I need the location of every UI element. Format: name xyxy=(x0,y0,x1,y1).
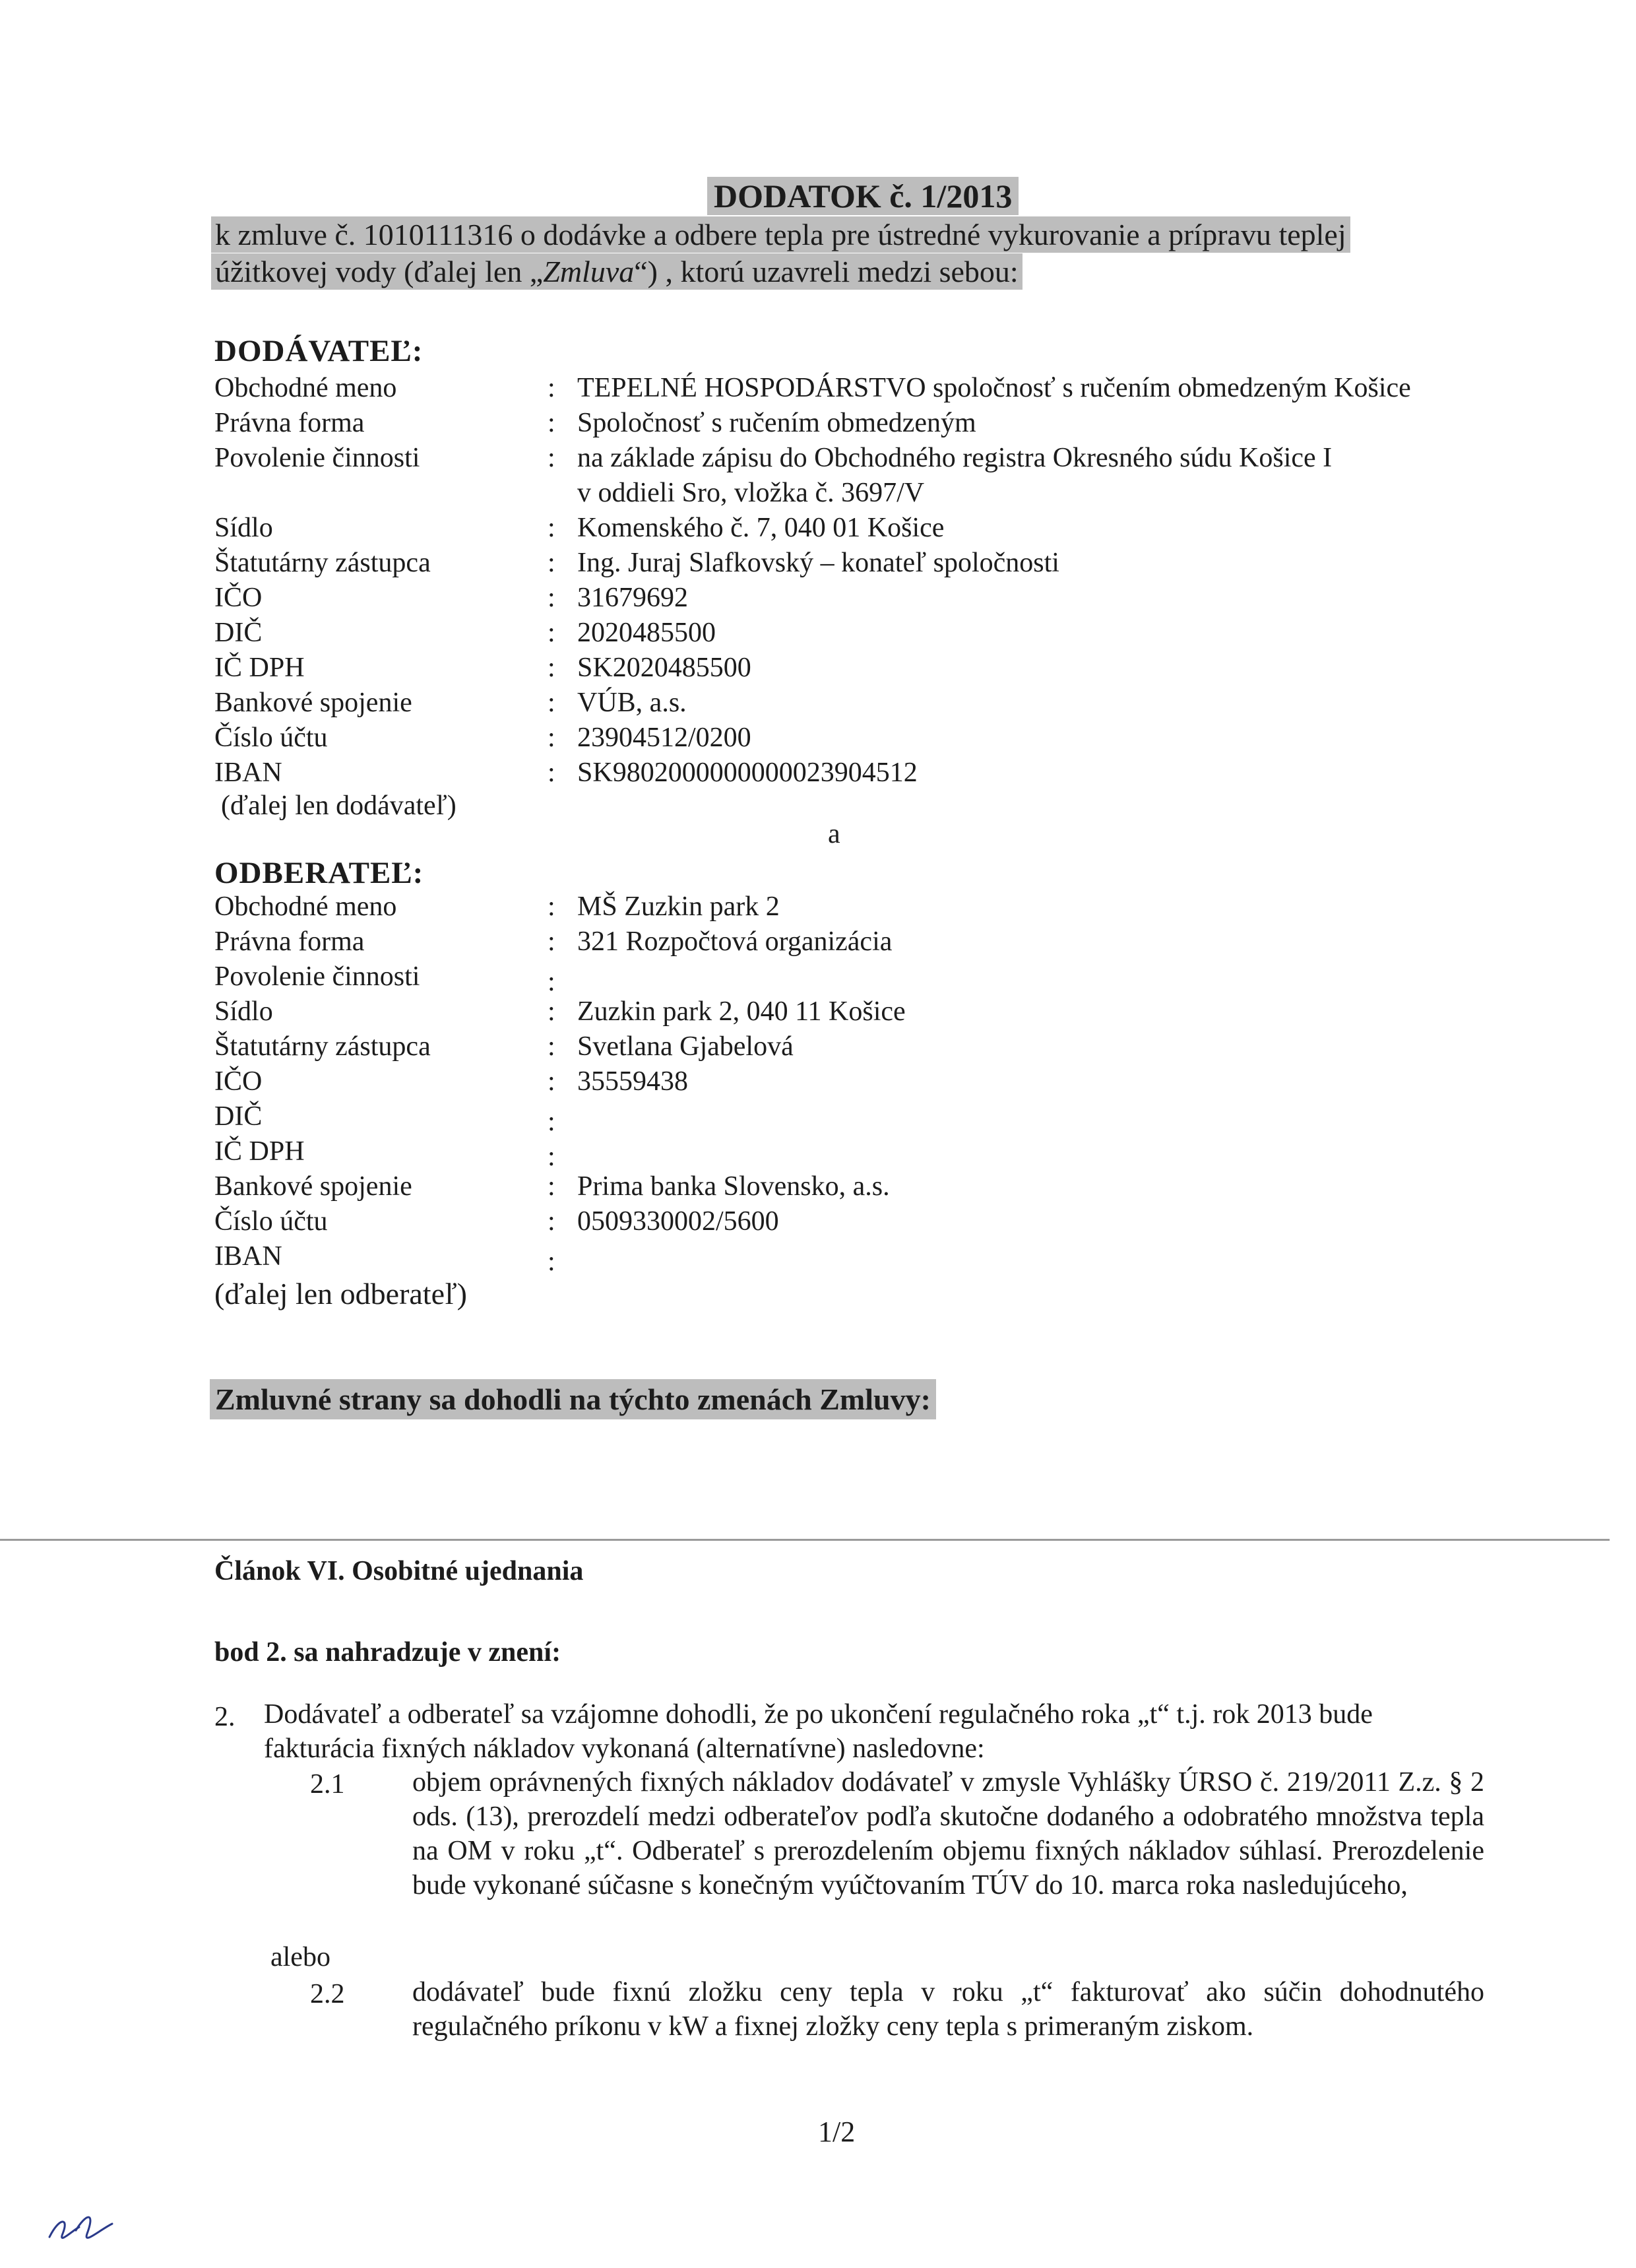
clause-2-2-text: dodávateľ bude fixnú zložku ceny tepla v roku „t“ fakturovať ako súčin dohodnutého regulačného príkonu v kW a fixnej zložky ceny tepla s primeraným ziskom. xyxy=(412,1977,1484,2042)
clause-2-1-text: objem oprávnených fixných nákladov dodávateľ v zmysle Vyhlášky ÚRSO č. 219/2011 Z.z. § 2 ods. (13), prerozdelí medzi odberateľov podľa skutočne dodaného a odobratého množstva tepla na OM v roku „t“. Odberateľ s prerozdelením objemu fixných nákladov súhlasí. Prerozdelenie bude vykonané súčasne s konečným vyúčtovaním TÚV do 10. marca roka nasledujúceho, xyxy=(412,1767,1484,1900)
clause-number: 2.2 xyxy=(310,1979,345,2009)
party-separator: a xyxy=(828,819,840,849)
customer-heading: ODBERATEĽ: xyxy=(214,856,424,890)
clause-number: 2. xyxy=(214,1702,236,1732)
clause-2-text: Dodávateľ a odberateľ sa vzájomne dohodli, že po ukončení regulačného roka „t“ t.j. rok 2013 bude fakturácia fixných nákladov vykonaná (alternatívne) nasledovne: xyxy=(264,1699,1373,1764)
clause-number: 2.1 xyxy=(310,1769,345,1799)
supplier-footer: (ďalej len dodávateľ) xyxy=(221,791,456,821)
agreed-changes-heading: Zmluvné strany sa dohodli na týchto zmenách Zmluvy: xyxy=(210,1379,936,1419)
page-number: 1/2 xyxy=(818,2116,856,2148)
clause-replacement-heading: bod 2. sa nahradzuje v znení: xyxy=(214,1637,561,1668)
horizontal-divider xyxy=(0,1539,1610,1541)
supplier-heading: DODÁVATEĽ: xyxy=(214,334,424,368)
intro-line-2: úžitkovej vody (ďalej len „Zmluva“) , ktorú uzavreli medzi sebou: xyxy=(211,253,1022,290)
intro-paragraph xyxy=(211,216,1504,290)
document-page: DODATOK č. 1/2013 k zmluve č. 1010111316 o dodávke a odbere tepla pre ústredné vykurovanie a prípravu teplej úžitkovej vody (ďalej len „Zmluva“) , ktorú uzavreli medzi sebou: DODÁVATEĽ: Obchodné meno : TEPELNÉ HOSPODÁRSTVO spoločnosť s ručením obmedzeným Košice Právna forma : Spoločnosť s ručením obmedzeným Povolenie činnosti : na základe zápisu do Obchodného registra Okresného súdu Košice I v oddieli Sro, vložka č. 3697/V Sídlo : Komenského č. 7, 040 01 Košice Štatutárny zástupca : Ing. Juraj Slafkovský – konateľ spoločnosti IČO : 31679692 DIČ : 2020485500 IČ DPH : SK2020485500 Bankové spojenie : VÚB, a.s. Číslo účtu : 23904512/0200 IBAN : SK9802000000000023904512 (ďalej len dodávateľ) a ODBERATEĽ: Obchodné meno : MŠ Zuzkin park 2 Právna forma : 321 Rozpočtová organizácia Povolenie činnosti : Sídlo : Zuzkin park 2, 040 11 Košice Štatutárny zástupca : Svetlana Gjabelová IČO : 35559438 DIČ : IČ DPH : Bankové spojenie : Prima banka Slovensko, a.s. Číslo účtu : 0509330002/5600 IBAN : (ďalej len odberateľ) Zmluvné strany sa dohodli na týchto zmenách Zmluvy: Článok VI. Osobitné ujednania bod 2. sa nahradzuje v znení: 2. Dodávateľ a odberateľ sa vzájomne dohodli, že po ukončení regulačného roka „t“ t.j. rok 2013 bude fakturácia fixných nákladov vykonaná (alternatívne) nasledovne: 2.1 objem oprávnených fixných nákladov dodávateľ v zmysle Vyhlášky ÚRSO č. 219/2011 Z.z. § 2 ods. (13), prerozdelí medzi odberateľov podľa skutočne dodaného a odobratého množstva tepla na OM v roku „t“. Odberateľ s prerozdelením objemu fixných nákladov súhlasí. Prerozdelenie bude vykonané súčasne s konečným vyúčtovaním TÚV do 10. marca roka nasledujúceho, alebo 2.2 dodávateľ bude fixnú zložku ceny tepla v roku „t“ fakturovať ako súčin dohodnutého regulačného príkonu v kW a fixnej zložky ceny tepla s primeraným ziskom. 1/2 xyxy=(0,0,1636,2268)
article-heading: Článok VI. Osobitné ujednania xyxy=(214,1556,584,1586)
alternative-word: alebo xyxy=(270,1942,330,1972)
customer-footer: (ďalej len odberateľ) xyxy=(214,1277,468,1311)
intro-line-1: k zmluve č. 1010111316 o dodávke a odbere tepla pre ústredné vykurovanie a prípravu teplej xyxy=(211,216,1350,253)
handwritten-initials xyxy=(46,2204,119,2250)
document-title: DODATOK č. 1/2013 xyxy=(707,177,1019,215)
